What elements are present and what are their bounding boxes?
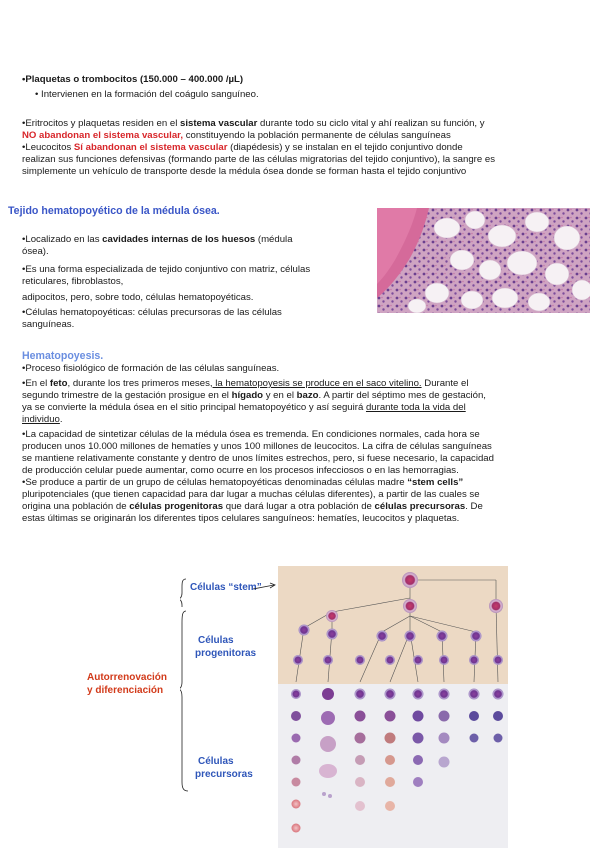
text-run: . [59,414,63,425]
marrow-heading: Tejido hematopoyético de la médula ósea. [8,205,220,217]
text-run-bold: células progenitoras [129,501,224,512]
text-run: y en el [263,390,297,401]
marrow-b3-line1: •Células hematopoyéticas: células precursoras de las células [22,307,282,318]
text-run-red: Sí abandonan el sistema vascular [73,142,228,153]
vascular-line-3 [22,142,463,154]
text-run: (diapédesis) y se instalan en el tejido conjuntivo donde [227,142,463,153]
platelets-detail: • Intervienen en la formación del coágulo sanguíneo. [35,89,259,100]
text-run: •Se produce a partir de un grupo de células hematopoyéticas denominadas células madre [22,477,408,488]
text-run-underline: la hematopoyesis se produce en el saco vitelino. [212,378,422,389]
text-run-underline: durante toda la vida del [365,402,466,413]
hemato-line-10 [22,477,463,489]
text-run-bold: feto [49,378,68,389]
text-run: , durante los tres primeros meses, [67,378,213,389]
text-run: durante todo su ciclo vital y ahí realizan su función, y [257,118,485,129]
text-run-bold: hígado [231,390,264,401]
text-run: ya se convierte la médula ósea en el sitio principal hematopoyético y así seguirá [22,402,366,413]
text-run-underline: individuo [22,414,60,425]
marrow-b1-line1 [22,234,293,246]
text-run: •Leucocitos [22,142,74,153]
bone-marrow-histology-image [377,208,590,313]
hemato-line-7: producen unos 10.000 millones de hematíes y unos 100 millones de leucocitos. La cifra de células sanguíneas [22,441,492,452]
hemato-line-5 [22,414,63,426]
vascular-line-1 [22,118,485,130]
text-run: constituyendo la población permanente de células sanguíneas [183,130,451,141]
label-brackets [180,577,280,817]
platelets-title: •Plaquetas o trombocitos (150.000 – 400.000 /µL) [22,74,244,85]
hemato-line-3 [22,390,486,402]
progenitor-label-1: Células [198,635,234,646]
precursor-label-2: precursoras [195,769,253,780]
text-run: . A partir del séptimo mes de gestación, [318,390,486,401]
hemato-heading: Hematopoyesis. [22,350,104,362]
hemato-line-6: •La capacidad de sintetizar células de la médula ósea es tremenda. En condiciones normales, cada hora se [22,429,480,440]
stem-cells-label: Células “stem” [190,582,262,593]
hemato-line-1: •Proceso fisiológico de formación de las células sanguíneas. [22,363,280,374]
vascular-line-4: realizan sus funciones defensivas (formando parte de las células migratorias del tejido conjuntivo), la sangre es [22,154,496,165]
text-run-bold: sistema vascular [180,118,258,129]
text-run: •Eritrocitos y plaquetas residen en el [22,118,181,129]
text-run-bold: “stem cells” [407,477,464,488]
text-run-red: NO abandonan el sistema vascular, [22,130,184,141]
text-run: (médula [255,234,293,245]
hemato-line-13: estas últimas se originarán los diferentes tipos celulares sanguíneos: hematíes, leucocitos y plaquetas. [22,513,460,524]
text-run: •Localizado en las [22,234,103,245]
text-run-bold: bazo [296,390,319,401]
hemato-line-12 [22,501,483,513]
text-run-bold: células precursoras [374,501,466,512]
marrow-b2-line3: adipocitos, pero, sobre todo, células hematopoyéticas. [22,292,254,303]
hemato-line-11: pluripotenciales (que tienen capacidad para dar lugar a muchas células diferentes), a partir de las cuales se [22,489,480,500]
marrow-b1-line2: ósea). [22,246,49,257]
hemato-line-2 [22,378,469,390]
hemato-line-9: de producción celular puede aumentar, como ocurre en los procesos infecciosos o en las hemorragias. [22,465,459,476]
vascular-line-2 [22,130,451,142]
text-run: origina una población de [22,501,130,512]
progenitor-label-2: progenitoras [195,648,257,659]
text-run: que dará lugar a otra población de [223,501,375,512]
vascular-line-5: simplemente un vehículo de transporte desde la médula ósea donde se forman hasta el tejido conjuntivo [22,166,467,177]
hemato-line-4 [22,402,466,414]
renewal-label-1: Autorrenovación [87,672,168,683]
marrow-b2-line1: •Es una forma especializada de tejido conjuntivo con matriz, células [22,264,311,275]
hemato-line-8: se mantiene relativamente constante y dentro de unos límites estrechos, pero, si fuese necesario, la capacidad [22,453,494,464]
precursor-label-1: Células [198,756,234,767]
renewal-label-2: y diferenciación [87,685,164,696]
text-run: Durante el [421,378,469,389]
text-run: segundo trimestre de la gestación prosigue en el [22,390,232,401]
text-run: •En el [22,378,50,389]
marrow-b2-line2: reticulares, fibroblastos, [22,276,124,287]
hematopoiesis-tree-figure [278,566,508,848]
marrow-b3-line2: sanguíneas. [22,319,75,330]
text-run-bold: cavidades internas de los huesos [102,234,256,245]
text-run: . De [465,501,483,512]
